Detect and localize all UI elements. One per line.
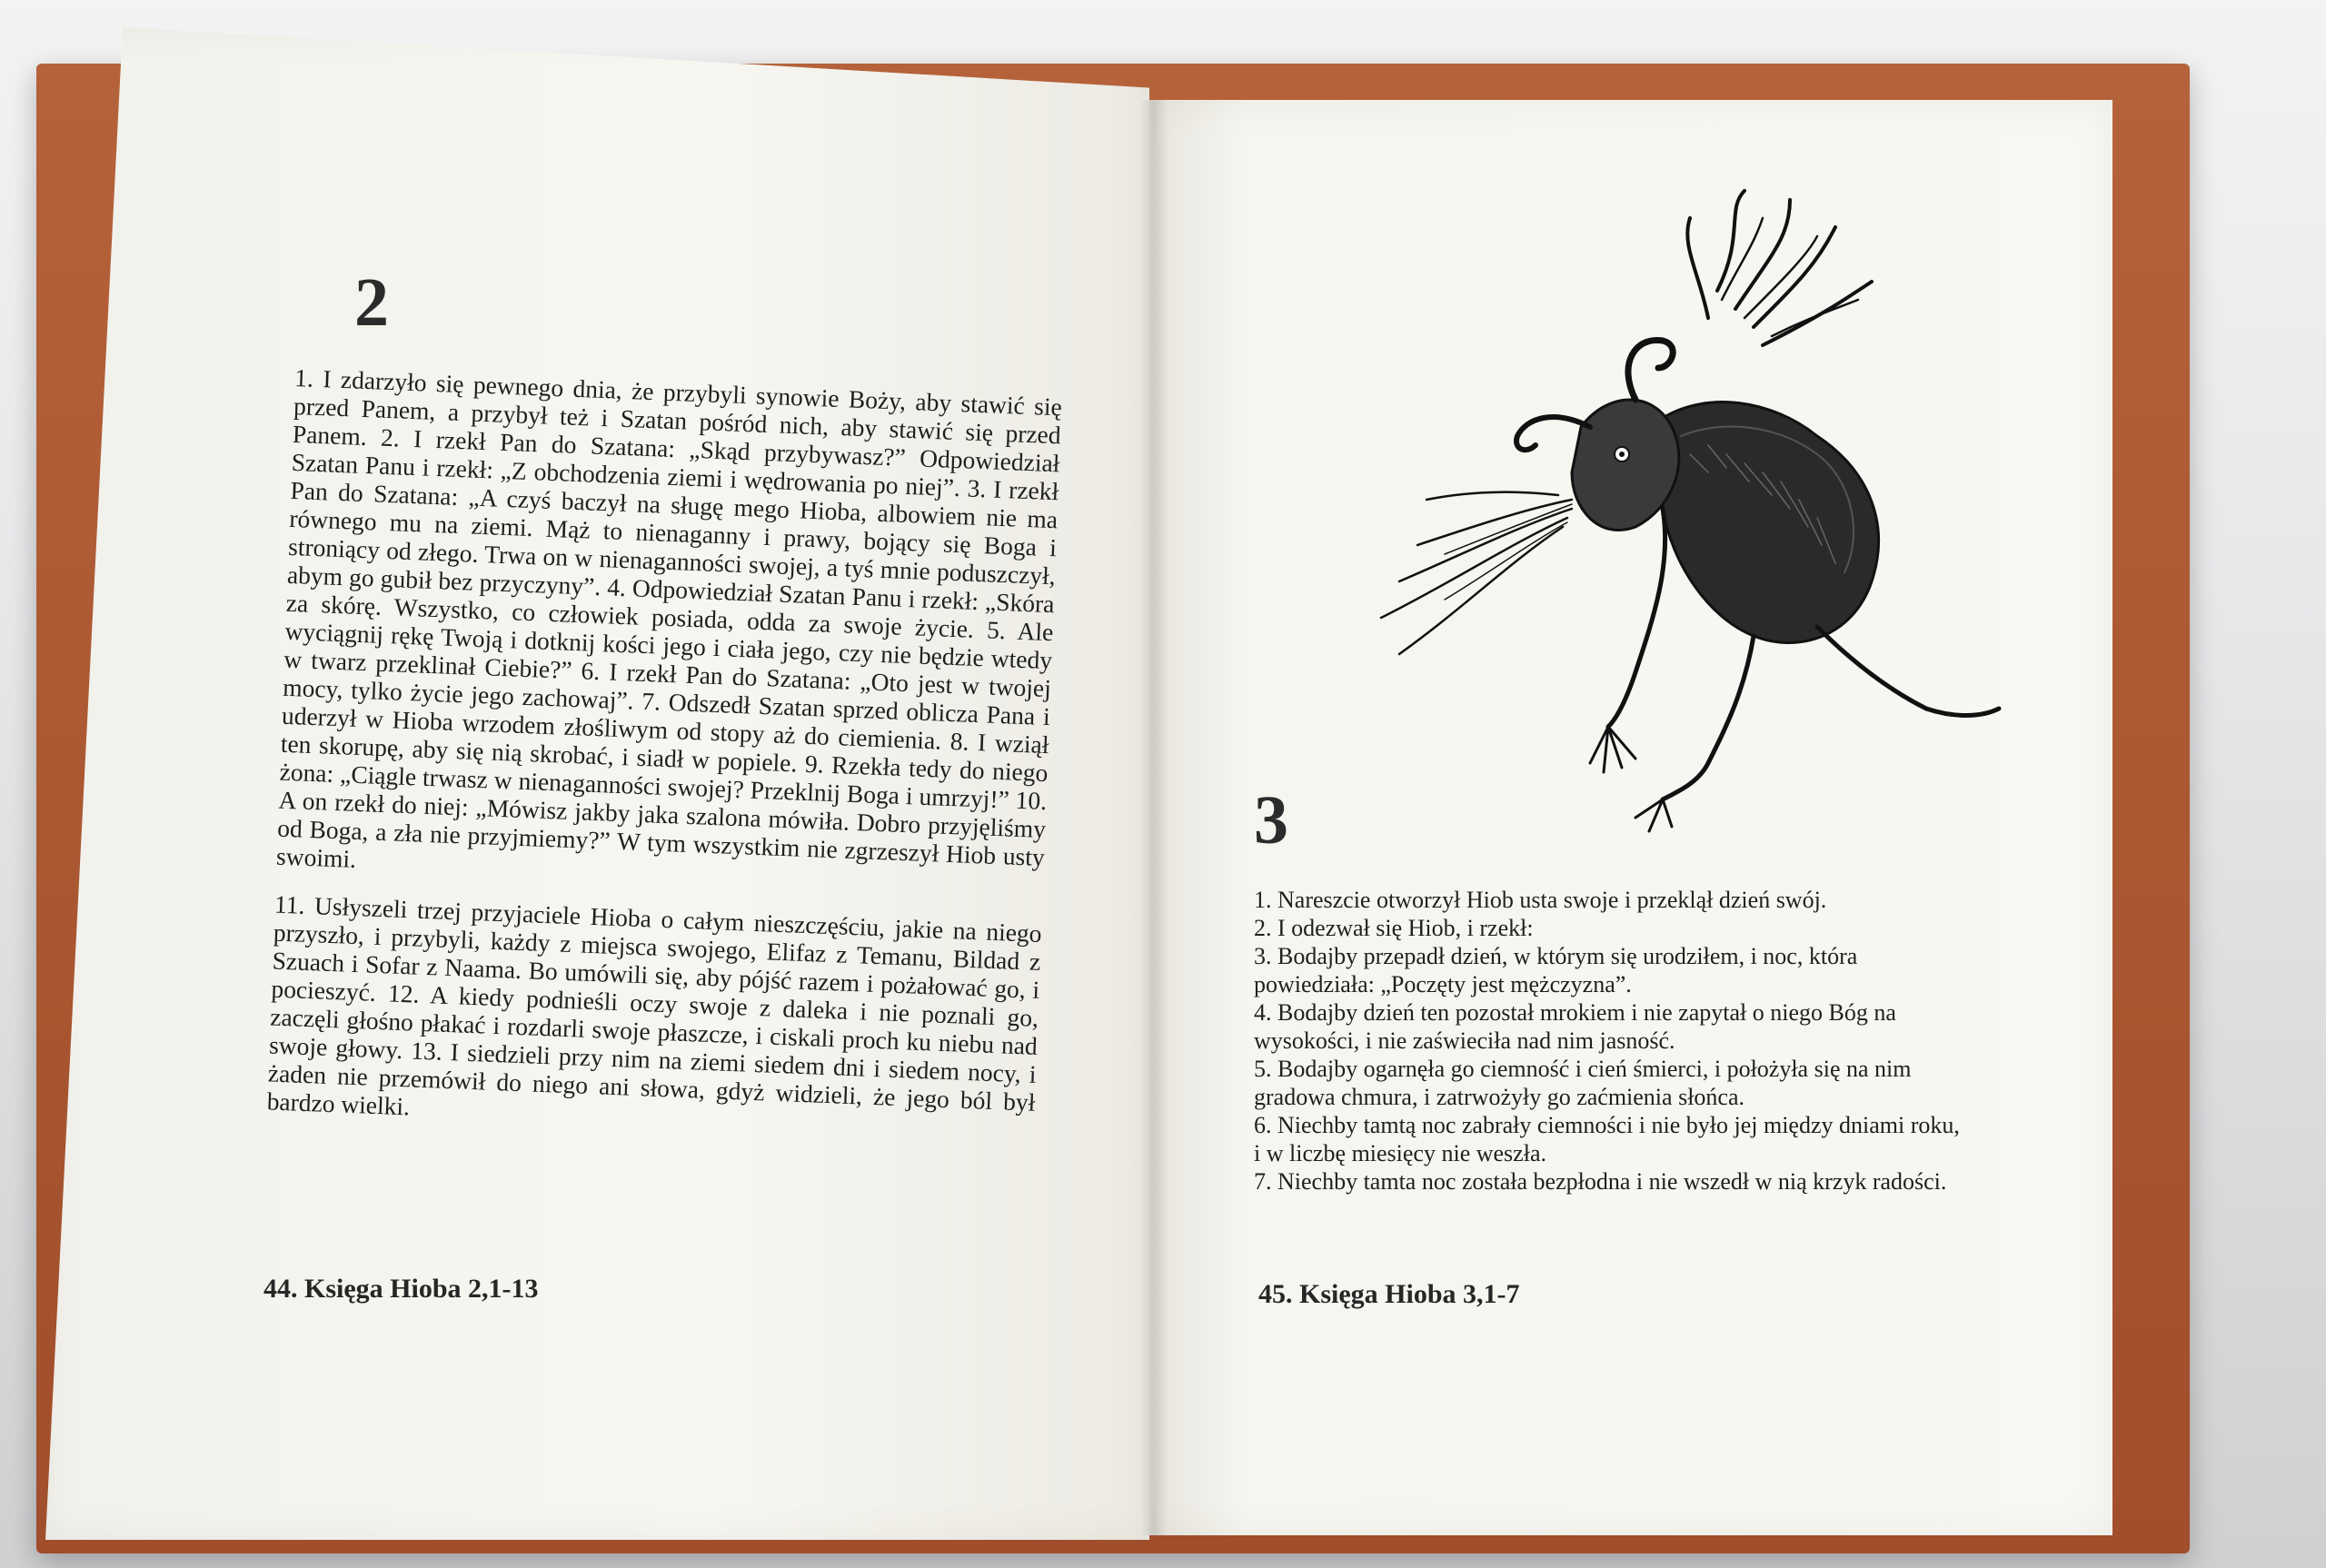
verse-3: 3. Bodajby przepadł dzień, w którym się urodziłem, i noc, która powiedziała: „Poczęty jest mężczyzna”. xyxy=(1254,943,1858,997)
verse-1: 1. Nareszcie otworzył Hiob usta swoje i przeklął dzień swój. xyxy=(1254,887,1827,913)
chapter-number-right: 3 xyxy=(1254,782,1288,858)
verse-6: 6. Niechby tamtą noc zabrały ciemności i nie było jej między dniami roku, i w liczbę miesięcy nie weszła. xyxy=(1254,1112,1960,1166)
verse-4: 4. Bodajby dzień ten pozostał mrokiem i nie zapytał o niego Bóg na wysokości, i nie zaświeciła nad nim jasność. xyxy=(1254,999,1896,1054)
book-gutter xyxy=(1140,100,1168,1535)
left-body-text xyxy=(265,363,1062,1165)
right-body-text xyxy=(1254,886,1963,1196)
left-paragraph-2: 11. Usłyszeli trzej przyjaciele Hioba o całym nieszczęściu, jakie na niego przyszło, i przybyli, każdy z miejsca swojego, Elifaz z Temanu, Bildad z Szuach i Sofar z Naama. Bo umówili się, aby pójść razem i pożałować go, i pocieszyć. 12. A kiedy podnieśli oczy swoje z daleka i nie poznali go, zaczęli głośno płakać i rozdarli swoje płaszcze, i ciskali proch ku niebu nad swoje głowy. 13. I siedzieli przy nim na ziemi siedem dni i siedem nocy, i żaden nie przemówił do niego ani słowa, gdyż widzieli, że jego ból był bardzo wielki. xyxy=(266,889,1043,1121)
right-page-caption: 45. Księga Hioba 3,1-7 xyxy=(1258,1279,1520,1309)
left-page-caption: 44. Księga Hioba 2,1-13 xyxy=(263,1274,539,1304)
chapter-number-left: 2 xyxy=(354,264,389,341)
verse-5: 5. Bodajby ogarnęła go ciemność i cień śmierci, i położyła się na nim gradowa chmura, i zatrwożyły go zaćmienia słońca. xyxy=(1254,1056,1912,1110)
verse-7: 7. Niechby tamta noc została bezpłodna i nie wszedł w nią krzyk radości. xyxy=(1254,1168,1947,1195)
horned-demon-illustration xyxy=(1363,182,2017,854)
left-paragraph-1: 1. I zdarzyło się pewnego dnia, że przybyli synowie Boży, aby stawić się przed Panem, a przybył też i Szatan pośród nich, aby stawić się przed Panem. 2. I rzekł Pan do Szatana: „Skąd przybywasz?” Odpowiedział Szatan Panu i rzekł: „Z obchodzenia ziemi i wędrowania po niej”. 3. I rzekł Pan do Szatana: „A czyś baczył na sługę mego Hioba, albowiem nie ma równego mu na ziemi. Mąż to nienaganny i prawy, bojący się Boga i stroniący od złego. Trwa on w nienaganności swojej, a tyś mnie poduszczył, abym go gubił bez przyczyny”. 4. Odpowiedział Szatan Panu i rzekł: „Skóra za skórę. Wszystko, co człowiek posiada, odda za swoje życie. 5. Ale wyciągnij rękę Twoją i dotknij kości jego i ciała jego, czy nie będzie wtedy w twarz przeklinał Ciebie?” 6. I rzekł Pan do Szatana: „Oto jest w twojej mocy, tylko życie jego zachowaj”. 7. Odszedł Szatan sprzed oblicza Pana i uderzył w Hioba wrzodem złośliwym od stopy aż do ciemienia. 8. I wziął ten skorupę, aby się nią skrobać, i siadł w popiele. 9. Rzekła tedy do niego żona: „Ciągle trwasz w nienaganności swojej? Przeklnij Boga i umrzyj!” 10. A on rzekł do niej: „Mówisz jakby jaka szalona mówiła. Dobro przyjęliśmy od Boga, a zła nie przyjmiemy?” W tym wszystkim nie zgrzeszył Hiob usty swoimi. xyxy=(275,363,1063,873)
verse-2: 2. I odezwał się Hiob, i rzekł: xyxy=(1254,915,1534,941)
